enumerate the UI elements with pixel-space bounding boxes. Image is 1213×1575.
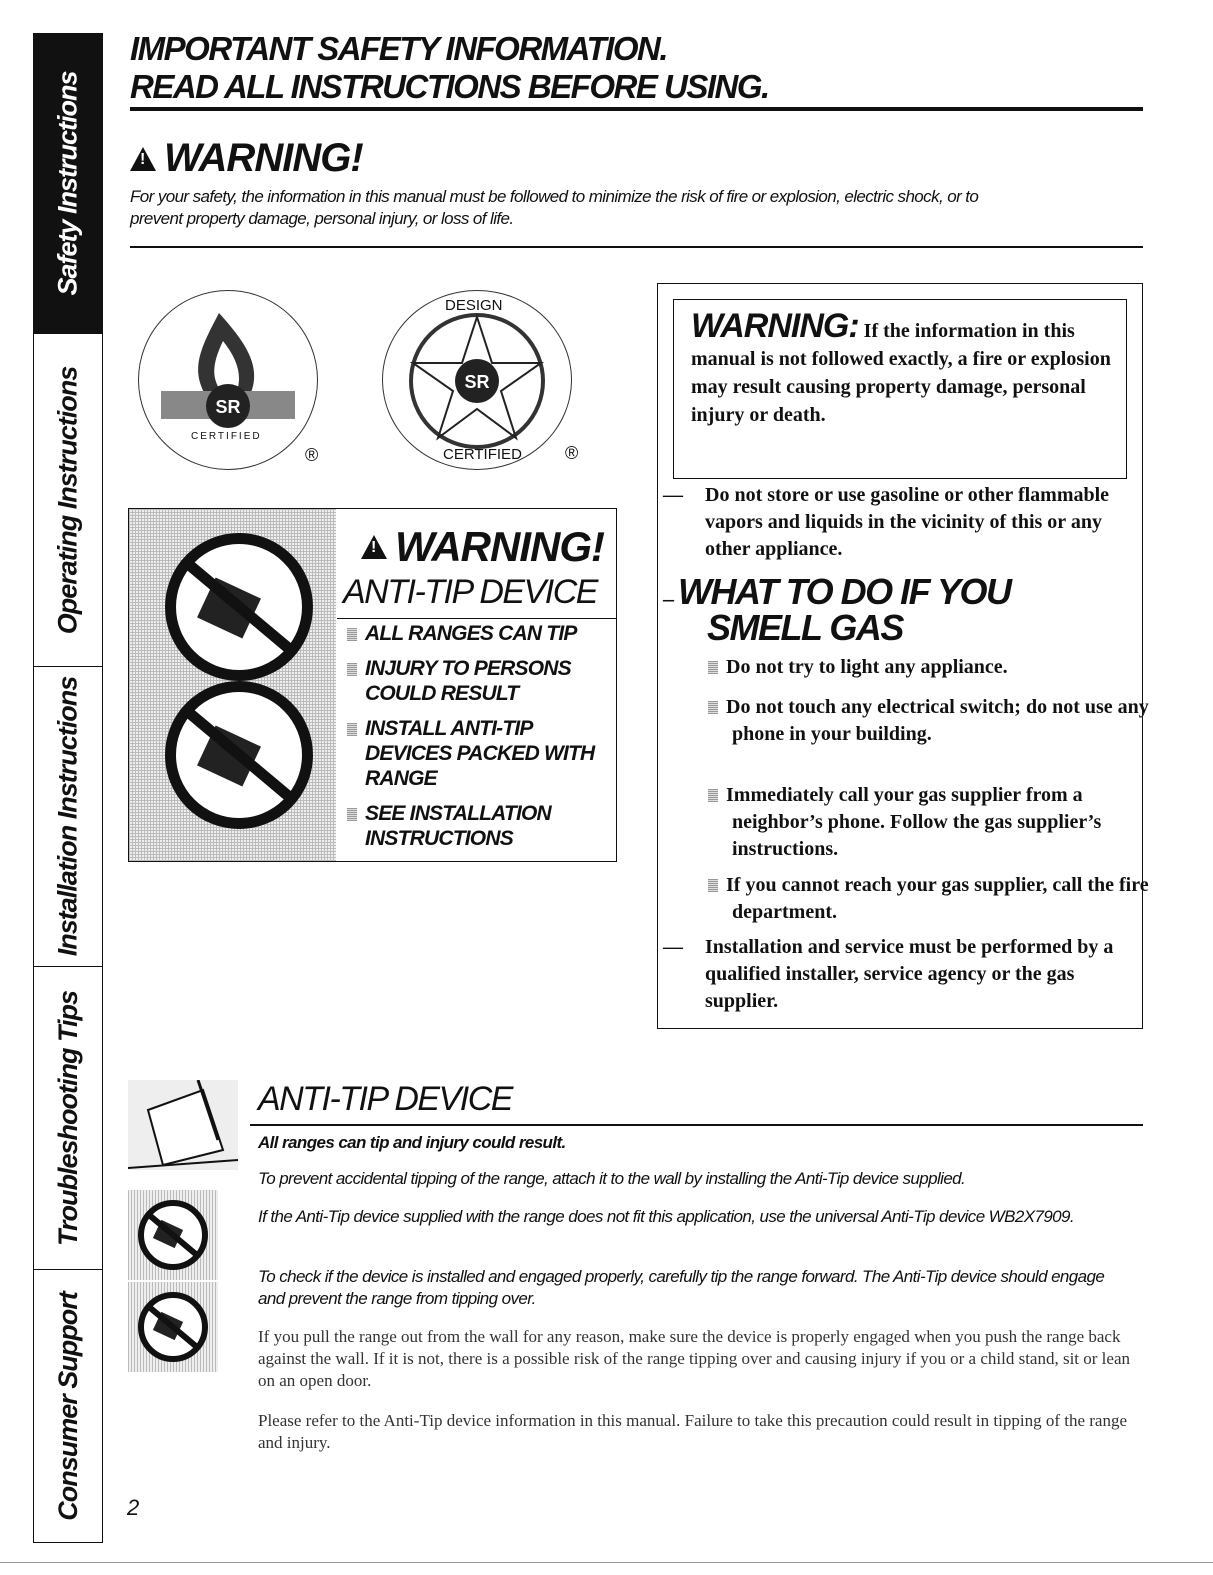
paragraph: To prevent accidental tipping of the range, attach it to the wall by installing the Anti-Tip device supplied.	[258, 1169, 966, 1188]
paragraph: Please refer to the Anti-Tip device information in this manual. Failure to take this precaution could result in tipping of the range and injury.	[258, 1411, 1128, 1452]
smell-gas-heading	[678, 571, 1011, 648]
anti-tip-subtitle: ANTI-TIP DEVICE	[337, 573, 616, 619]
tab-troubleshooting-tips[interactable]	[34, 967, 102, 1270]
tab-safety-instructions[interactable]	[34, 34, 102, 334]
bullet-icon	[708, 879, 718, 892]
tab-label: Operating Instructions	[52, 366, 83, 634]
bullet-icon	[708, 789, 718, 802]
no-tipping-icon	[138, 1200, 208, 1270]
gasoline-paragraph: — Do not store or use gasoline or other flammable vapors and liquids in the vicinity of this or any other appliance.	[663, 484, 1110, 560]
bullet-icon	[347, 808, 357, 821]
warning-title-text: WARNING!	[164, 136, 363, 180]
paragraph: If you pull the range out from the wall for any reason, make sure the device is properly engaged when you push the range back against the wall. If it is not, there is a possible risk of the range tipping over and causing injury if you or a child stand, sit or lean on an open door.	[258, 1327, 1130, 1390]
design-certified-logo	[382, 290, 572, 470]
tab-consumer-support[interactable]	[34, 1270, 102, 1542]
header-line-2: READ ALL INSTRUCTIONS BEFORE USING.	[130, 68, 769, 105]
flame-logo-icon	[139, 291, 317, 469]
list-item: INSTALL ANTI-TIP DEVICES PACKED WITH RANGE	[347, 716, 612, 791]
list-item: SEE INSTALLATION INSTRUCTIONS	[347, 801, 612, 851]
bullet-icon	[708, 701, 718, 714]
section-rule	[250, 1124, 1143, 1126]
anti-tip-section-title: ANTI-TIP DEVICE	[258, 1080, 512, 1118]
warning-text: If the information in this manual is not followed exactly, a fire or explosion may result causing property damage, personal injury or death.	[691, 320, 1111, 426]
paragraph: If the Anti-Tip device supplied with the range does not fit this application, use the universal Anti-Tip device WB2X7909.	[258, 1207, 1074, 1226]
no-tipping-small-icon	[128, 1190, 218, 1280]
anti-tip-warning-box	[128, 508, 617, 862]
page-number: 2	[127, 1495, 140, 1520]
smell-gas-line-1: WHAT TO DO IF YOU	[678, 571, 1011, 612]
range-tipping-icon	[128, 1080, 238, 1170]
warning-title	[130, 136, 363, 181]
tab-operating-instructions[interactable]	[34, 334, 102, 667]
anti-tip-subhead: All ranges can tip and injury could result.	[258, 1133, 566, 1152]
section-rule	[130, 246, 1143, 248]
footer-rule	[0, 1562, 1213, 1563]
paragraph: To check if the device is installed and engaged properly, carefully tip the range forward. The Anti-Tip device should engage and prevent the range from tipping over.	[258, 1267, 1105, 1308]
list-item: Do not try to light any appliance.	[708, 654, 1152, 681]
gas-warning-box	[657, 283, 1149, 1029]
anti-tip-warning-title	[361, 523, 604, 571]
no-tipping-icon-2	[165, 681, 313, 829]
certified-label-2: CERTIFIED	[443, 446, 522, 463]
no-tipping-icon	[138, 1292, 208, 1362]
anti-tip-warning-title-text: WARNING!	[395, 523, 604, 570]
list-item: Immediately call your gas supplier from a neighbor’s phone. Follow the gas supplier’s instructions.	[708, 782, 1152, 863]
anti-tip-list	[347, 621, 612, 861]
tab-label: Troubleshooting Tips	[52, 990, 83, 1246]
warning-intro-text: For your safety, the information in this manual must be followed to minimize the risk of fire or explosion, electric shock, or to prevent property damage, personal injury, or loss of life.	[130, 187, 979, 228]
tab-label: Consumer Support	[52, 1291, 83, 1521]
certified-label: CERTIFIED	[191, 431, 262, 442]
gas-warning-inner	[673, 299, 1127, 479]
installation-paragraph: — Installation and service must be performed by a qualified installer, service agency or the gas supplier.	[663, 936, 1114, 1012]
bullet-icon	[347, 628, 357, 641]
list-item: Do not touch any electrical switch; do not use any phone in your building.	[708, 694, 1152, 748]
bullet-icon	[708, 661, 718, 674]
page-header	[130, 30, 769, 106]
no-tipping-icon	[165, 533, 313, 681]
bullet-icon	[347, 663, 357, 676]
header-line-1: IMPORTANT SAFETY INFORMATION.	[130, 30, 668, 67]
smell-dash: –	[663, 586, 674, 611]
design-label: DESIGN	[445, 297, 503, 314]
section-sidebar	[33, 33, 103, 1543]
warning-word: WARNING:	[691, 307, 859, 345]
header-rule	[130, 107, 1143, 111]
registered-mark-2: ®	[565, 443, 579, 463]
smell-gas-line-2: SMELL GAS	[707, 607, 903, 648]
tab-installation-instructions[interactable]	[34, 667, 102, 967]
star-logo-icon	[383, 291, 571, 469]
warning-triangle-icon	[361, 535, 387, 559]
registered-mark: ®	[305, 445, 319, 465]
bullet-icon	[347, 723, 357, 736]
list-item: INJURY TO PERSONS COULD RESULT	[347, 656, 612, 706]
anti-tip-illustration	[129, 509, 336, 861]
certified-logo	[138, 290, 318, 470]
tab-label: Installation Instructions	[52, 676, 83, 957]
tab-label: Safety Instructions	[52, 71, 83, 296]
svg-text:SR: SR	[464, 372, 490, 392]
list-item: ALL RANGES CAN TIP	[347, 621, 612, 646]
no-tipping-small-icon-2	[128, 1282, 218, 1372]
warning-triangle-icon	[130, 147, 156, 171]
svg-text:SR: SR	[215, 397, 241, 417]
list-item: If you cannot reach your gas supplier, call the fire department.	[708, 872, 1152, 926]
